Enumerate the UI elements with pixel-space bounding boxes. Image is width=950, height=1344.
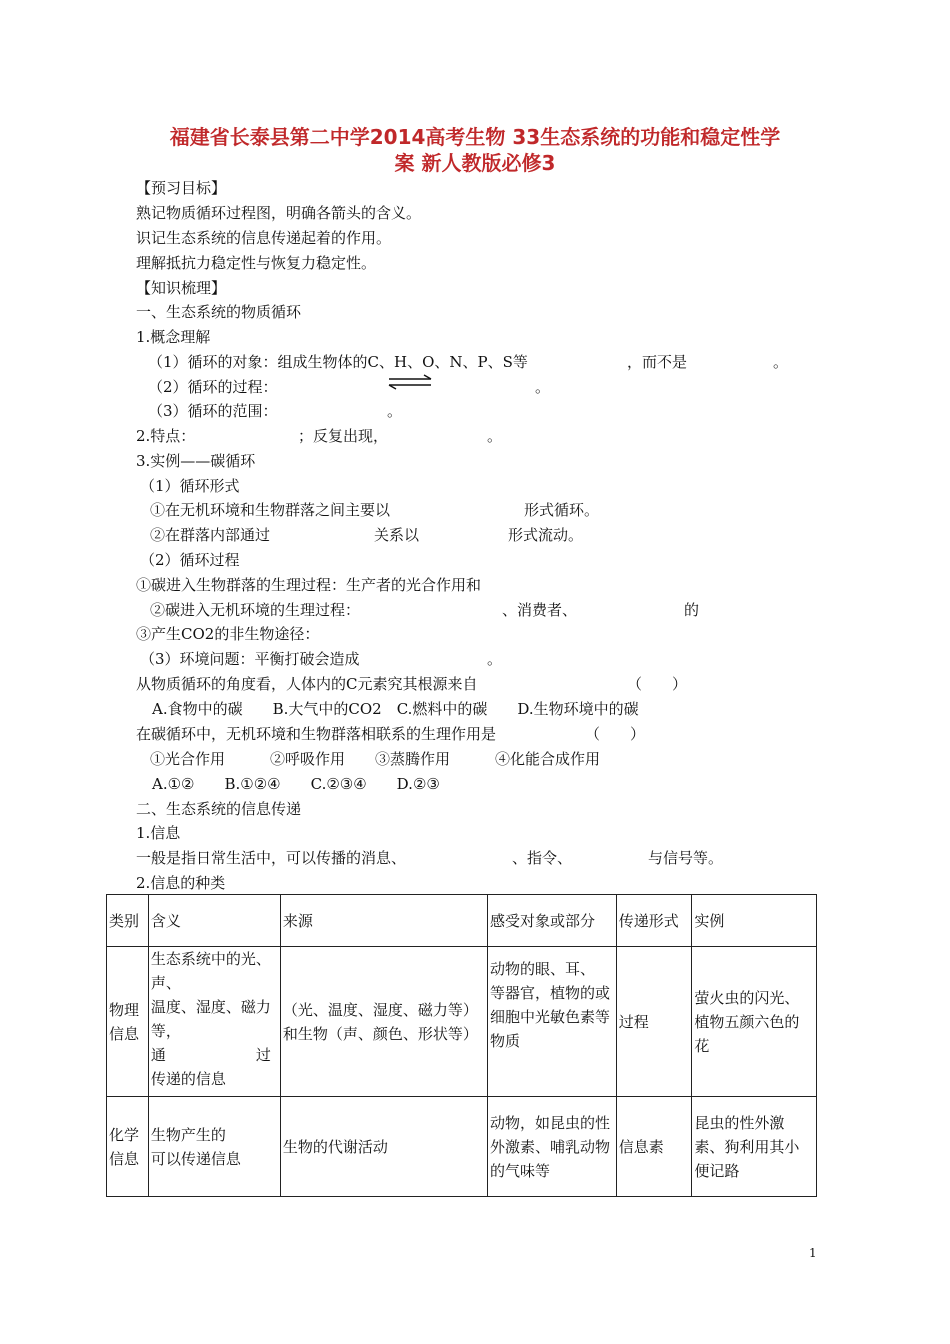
title-line-2: 案 新人教版必修3: [394, 151, 556, 175]
question-1-answer-blank: （ ）: [627, 675, 688, 693]
preview-item-2: 识记生态系统的信息传递起着的作用。: [136, 229, 392, 247]
form-item-1: ①在无机环境和生物群落之间主要以: [150, 501, 391, 519]
meaning-line: 温度、湿度、磁力等，: [150, 998, 271, 1040]
cell-receiver: 动物的眼、耳、 等器官，植物的或细胞中光敏色素等物质: [487, 947, 616, 1097]
header-example: 实例: [692, 895, 817, 947]
info-description-end: 与信号等。: [648, 849, 724, 867]
cycle-step-2-mid: 、消费者、: [502, 601, 578, 619]
table-row: [107, 947, 817, 1097]
knowledge-heading: 【知识梳理】: [136, 279, 227, 297]
page-number: 1: [809, 1246, 817, 1260]
feature-text-2: ；反复出现，: [298, 427, 389, 445]
question-2-items: ①光合作用 ②呼吸作用 ③蒸腾作用 ④化能合成作用: [150, 750, 601, 768]
question-2: 在碳循环中，无机环境和生物群落相联系的生理作用是: [136, 725, 497, 743]
preview-heading: 【预习目标】: [136, 179, 227, 197]
cycle-step-3: ③产生CO2的非生物途径：: [136, 625, 320, 643]
meaning-line: 传递的信息: [150, 1070, 226, 1088]
form-item-1-end: 形式循环。: [524, 501, 600, 519]
cycle-step-2: ②碳进入无机环境的生理过程：: [150, 601, 361, 619]
cycle-process-heading: （2）循环过程: [140, 551, 240, 569]
cycle-process-text: （2）循环的过程：: [148, 378, 278, 396]
form-item-2: ②在群落内部通过: [150, 526, 271, 544]
title-line-1: 福建省长泰县第二中学2014高考生物 33生态系统的功能和稳定性学: [169, 125, 781, 149]
info-types-table: [106, 894, 817, 1197]
example-heading: 3.实例——碳循环: [136, 452, 256, 470]
feature-text: 2.特点：: [136, 427, 196, 445]
cycle-step-1: ①碳进入生物群落的生理过程：生产者的光合作用和: [136, 576, 482, 594]
cycle-object-text-2: ，而不是: [627, 353, 688, 371]
cell-meaning: [148, 947, 280, 1097]
meaning-line: 通 过: [150, 1046, 271, 1064]
table-header-row: [107, 895, 817, 947]
cell-source: （光、温度、湿度、磁力等）和生物（声、颜色、形状等）: [280, 947, 487, 1097]
preview-item-1: 熟记物质循环过程图，明确各箭头的含义。: [136, 204, 422, 222]
preview-item-3: 理解抵抗力稳定性与恢复力稳定性。: [136, 254, 377, 272]
meaning-line: 生物产生的: [150, 1125, 226, 1144]
table-row: [107, 1097, 817, 1197]
question-2-answer-blank: （ ）: [585, 725, 646, 743]
question-1-options: A.食物中的碳 B.大气中的CO2 C.燃料中的碳 D.生物环境中的碳: [152, 700, 639, 718]
form-item-2-end: 形式流动。: [508, 526, 584, 544]
cycle-step-2-end: 的: [684, 601, 700, 619]
question-1: 从物质循环的角度看，人体内的C元素究其根源来自: [136, 675, 478, 693]
cell-category: 物理信息: [107, 947, 149, 1097]
cycle-object-end: 。: [773, 353, 789, 371]
section-1-heading: 一、生态系统的物质循环: [136, 303, 302, 321]
cycle-form-heading: （1）循环形式: [140, 477, 240, 495]
document-title: [118, 124, 832, 176]
cell-category: 化学信息: [107, 1097, 149, 1197]
cell-meaning: [148, 1097, 280, 1197]
header-mode: 传递形式: [616, 895, 692, 947]
form-item-2-mid: 关系以: [374, 526, 420, 544]
cycle-object-text: （1）循环的对象：组成生物体的C、H、O、N、P、S等: [148, 353, 528, 371]
feature-end: 。: [487, 427, 503, 445]
environment-end: 。: [487, 650, 503, 668]
cell-mode: 信息素: [616, 1097, 692, 1197]
cycle-range-end: 。: [387, 402, 403, 420]
meaning-line: 可以传递信息: [150, 1149, 241, 1168]
cell-mode: 过程: [616, 947, 692, 1097]
meaning-line: 生态系统中的光、声、: [150, 950, 271, 992]
concept-heading: 1.概念理解: [136, 328, 211, 346]
header-source: 来源: [280, 895, 487, 947]
cycle-range-text: （3）循环的范围：: [148, 402, 278, 420]
cell-example: 昆虫的性外激素、狗利用其小便记路: [692, 1097, 817, 1197]
question-2-options: A.①② B.①②④ C.②③④ D.②③: [152, 775, 440, 793]
header-category: 类别: [107, 895, 149, 947]
info-description-mid: 、指令、: [512, 849, 573, 867]
info-description: 一般是指日常生活中，可以传播的消息、: [136, 849, 407, 867]
cell-example: 萤火虫的闪光、植物五颜六色的花: [692, 947, 817, 1097]
cell-source: 生物的代谢活动: [280, 1097, 487, 1197]
info-heading: 1.信息: [136, 824, 181, 842]
cycle-process-end: 。: [535, 378, 551, 396]
header-receiver: 感受对象或部分: [487, 895, 616, 947]
section-2-heading: 二、生态系统的信息传递: [136, 800, 302, 818]
cell-receiver: 动物，如昆虫的性外激素、哺乳动物的气味等: [487, 1097, 616, 1197]
info-types-heading: 2.信息的种类: [136, 874, 226, 892]
environment-text: （3）环境问题：平衡打破会造成: [140, 650, 360, 668]
header-meaning: 含义: [148, 895, 280, 947]
reversible-arrow-icon: [387, 374, 433, 390]
